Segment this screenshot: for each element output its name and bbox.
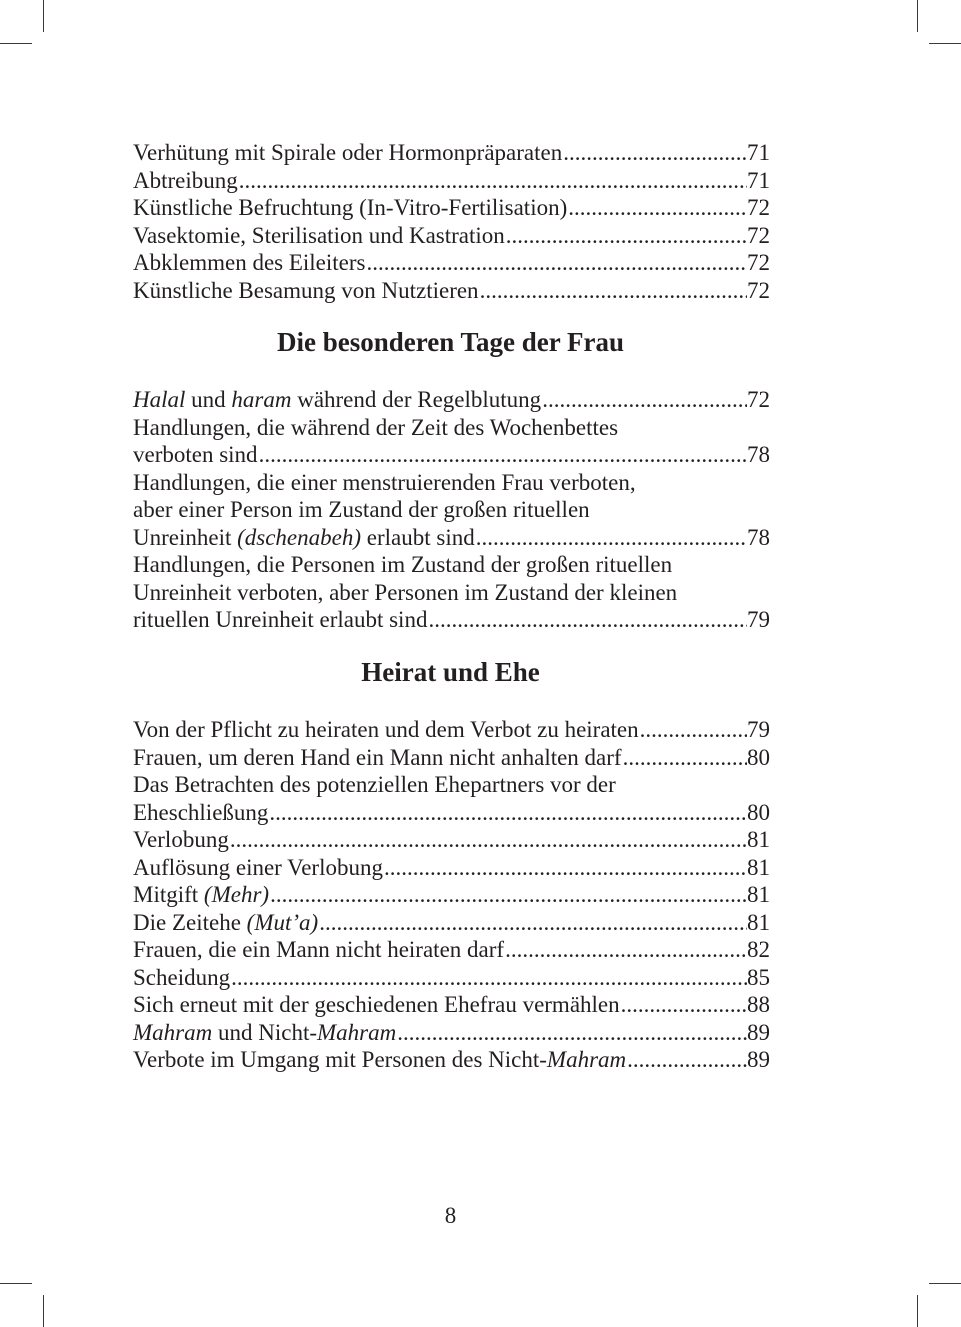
toc-entry-line bbox=[133, 744, 770, 772]
toc-entry-line bbox=[133, 194, 770, 222]
toc-entry bbox=[133, 964, 770, 992]
crop-mark bbox=[43, 0, 44, 32]
dot-leader bbox=[238, 167, 747, 195]
toc-entry-title bbox=[133, 139, 562, 167]
entry-text: Handlungen, die während der Zeit des Wochenbettes bbox=[133, 414, 619, 440]
toc-entry-title bbox=[133, 277, 479, 305]
entry-text: aber einer Person im Zustand der großen rituellen bbox=[133, 497, 590, 522]
toc-entry-line bbox=[133, 167, 770, 195]
toc-entry-title bbox=[133, 936, 504, 964]
toc-entry-line bbox=[133, 414, 770, 442]
toc-page-number: 81 bbox=[747, 909, 770, 935]
toc-entry bbox=[133, 909, 770, 937]
toc-entry-title bbox=[133, 1046, 626, 1074]
entry-text: Sich erneut mit der geschiedenen Ehefrau vermählen bbox=[133, 992, 620, 1017]
dot-leader bbox=[366, 249, 748, 277]
toc-entry-title bbox=[133, 881, 269, 909]
toc-page-number: 72 bbox=[747, 277, 770, 303]
dot-leader bbox=[269, 881, 747, 909]
toc-page-number: 89 bbox=[747, 1047, 770, 1072]
toc-entry bbox=[133, 744, 770, 772]
toc-entry-title bbox=[133, 249, 366, 277]
toc-page-number: 88 bbox=[747, 992, 770, 1017]
toc-entry bbox=[133, 771, 770, 826]
entry-text: verboten sind bbox=[133, 442, 258, 467]
entry-text-italic: (dschenabeh) bbox=[237, 524, 362, 550]
toc-entry-title bbox=[133, 909, 318, 937]
toc-page-number: 85 bbox=[747, 964, 770, 990]
toc-entry bbox=[133, 854, 770, 882]
toc-entry-line bbox=[133, 222, 770, 250]
toc-entry bbox=[133, 386, 770, 414]
toc-page-number: 72 bbox=[747, 387, 770, 412]
entry-text: Unreinheit verboten, aber Personen im Zustand der kleinen bbox=[133, 579, 678, 605]
toc-entry bbox=[133, 991, 770, 1019]
crop-mark bbox=[0, 43, 32, 44]
entry-text: während der Regelblutung bbox=[291, 387, 542, 412]
toc-page-number: 81 bbox=[747, 827, 770, 852]
crop-mark bbox=[917, 1295, 918, 1327]
toc-page-number: 72 bbox=[747, 195, 770, 220]
toc-entry-title bbox=[133, 222, 505, 250]
entry-text-italic: Mahram bbox=[133, 1019, 213, 1045]
entry-text: Mitgift bbox=[133, 882, 204, 907]
toc-entry bbox=[133, 222, 770, 250]
toc-entry-title bbox=[133, 826, 229, 854]
toc-page-number: 72 bbox=[747, 250, 770, 275]
toc-entry-line bbox=[133, 496, 770, 524]
toc-page-number: 78 bbox=[747, 442, 770, 467]
toc-entry-line bbox=[133, 826, 770, 854]
toc-entry bbox=[133, 826, 770, 854]
crop-mark bbox=[929, 43, 961, 44]
toc-entry-line bbox=[133, 1019, 770, 1047]
toc-entry bbox=[133, 1019, 770, 1047]
toc-page-number: 80 bbox=[747, 744, 770, 770]
toc-entry-line bbox=[133, 524, 770, 552]
dot-leader bbox=[567, 194, 747, 222]
toc-entry-line bbox=[133, 881, 770, 909]
toc-entry bbox=[133, 881, 770, 909]
toc-page-number: 71 bbox=[747, 140, 770, 165]
crop-mark bbox=[917, 0, 918, 32]
toc-entry bbox=[133, 139, 770, 167]
toc-entry-title bbox=[133, 799, 268, 827]
toc-entry-title bbox=[133, 964, 230, 992]
toc-entry bbox=[133, 277, 770, 305]
toc-entry-line bbox=[133, 909, 770, 937]
toc-entry-line bbox=[133, 277, 770, 305]
entry-text-italic: (Mut’a) bbox=[246, 909, 319, 935]
toc-entry bbox=[133, 249, 770, 277]
dot-leader bbox=[562, 139, 747, 167]
entry-text: Unreinheit bbox=[133, 524, 238, 550]
entry-text-italic: Mahram bbox=[317, 1019, 397, 1045]
entry-text: Frauen, die ein Mann nicht heiraten darf bbox=[133, 937, 505, 962]
entry-text: Abklemmen des Eileiters bbox=[133, 250, 366, 275]
toc-entry-line bbox=[133, 716, 770, 744]
dot-leader bbox=[639, 716, 747, 744]
entry-text: erlaubt sind bbox=[361, 524, 475, 550]
toc-entry-line bbox=[133, 139, 770, 167]
toc-entry-line bbox=[133, 799, 770, 827]
dot-leader bbox=[620, 991, 747, 1019]
toc-page-number: 78 bbox=[747, 524, 770, 550]
toc-block-contraception bbox=[133, 139, 770, 304]
dot-leader bbox=[622, 744, 747, 772]
toc-page-number: 81 bbox=[747, 854, 770, 880]
entry-text-italic: Mahram bbox=[546, 1047, 627, 1072]
entry-text: Verbote im Umgang mit Personen des Nicht- bbox=[133, 1047, 547, 1072]
toc-entry-title bbox=[133, 744, 622, 772]
dot-leader bbox=[230, 964, 747, 992]
dot-leader bbox=[383, 854, 747, 882]
dot-leader bbox=[505, 222, 747, 250]
toc-entry-title bbox=[133, 167, 238, 195]
toc-entry-line bbox=[133, 771, 770, 799]
dot-leader bbox=[626, 1046, 747, 1074]
dot-leader bbox=[541, 386, 747, 414]
toc-entry-line bbox=[133, 1046, 770, 1074]
toc-page-number: 81 bbox=[747, 882, 770, 907]
crop-mark bbox=[0, 1283, 32, 1284]
entry-text: Frauen, um deren Hand ein Mann nicht anhalten darf bbox=[133, 744, 622, 770]
dot-leader bbox=[504, 936, 747, 964]
toc-entry-line bbox=[133, 551, 770, 579]
dot-leader bbox=[229, 826, 747, 854]
toc-entry-line bbox=[133, 386, 770, 414]
entry-text: Vasektomie, Sterilisation und Kastration bbox=[133, 222, 505, 248]
toc-page-number: 79 bbox=[747, 607, 770, 632]
toc-entry-line bbox=[133, 936, 770, 964]
toc-entry-line bbox=[133, 579, 770, 607]
entry-text: Abtreibung bbox=[133, 167, 238, 193]
entry-text: Das Betrachten des potenziellen Ehepartners vor der bbox=[133, 772, 616, 797]
dot-leader bbox=[258, 441, 747, 469]
entry-text: Scheidung bbox=[133, 964, 231, 990]
dot-leader bbox=[427, 606, 747, 634]
dot-leader bbox=[318, 909, 747, 937]
toc-entry bbox=[133, 414, 770, 469]
entry-text: Auflösung einer Verlobung bbox=[133, 854, 383, 880]
entry-text: und bbox=[185, 387, 232, 412]
toc-entry-title bbox=[133, 716, 639, 744]
toc-page-number: 80 bbox=[747, 799, 770, 825]
toc-entry-line bbox=[133, 991, 770, 1019]
entry-text: rituellen Unreinheit erlaubt sind bbox=[133, 607, 428, 632]
toc-entry-title bbox=[133, 194, 567, 222]
toc-entry-line bbox=[133, 469, 770, 497]
crop-mark bbox=[929, 1283, 961, 1284]
toc-page-number: 79 bbox=[747, 717, 770, 742]
toc-page-number: 72 bbox=[747, 222, 770, 248]
toc-entry bbox=[133, 194, 770, 222]
entry-text: Verhütung mit Spirale oder Hormonpräparaten bbox=[133, 140, 563, 165]
entry-text: Künstliche Besamung von Nutztieren bbox=[133, 277, 479, 303]
toc-entry bbox=[133, 716, 770, 744]
toc-entry bbox=[133, 1046, 770, 1074]
entry-text: Eheschließung bbox=[133, 799, 269, 825]
toc-entry bbox=[133, 551, 770, 634]
toc-page-number: 82 bbox=[747, 937, 770, 962]
toc-entry-line bbox=[133, 441, 770, 469]
dot-leader bbox=[268, 799, 747, 827]
toc-entry bbox=[133, 167, 770, 195]
dot-leader bbox=[475, 524, 747, 552]
toc-block-menstruation bbox=[133, 386, 770, 634]
toc-entry bbox=[133, 469, 770, 552]
entry-text-italic: (Mehr) bbox=[203, 882, 270, 907]
toc-page-number: 89 bbox=[747, 1019, 770, 1045]
toc-entry-line bbox=[133, 854, 770, 882]
crop-mark bbox=[43, 1295, 44, 1327]
section-heading: Heirat und Ehe bbox=[361, 657, 540, 687]
toc-entry-line bbox=[133, 249, 770, 277]
toc-entry-title bbox=[133, 524, 475, 552]
toc-entry-title bbox=[133, 386, 541, 414]
toc-entry-line bbox=[133, 606, 770, 634]
entry-text: Handlungen, die Personen im Zustand der großen rituellen bbox=[133, 552, 673, 577]
entry-text-italic: Halal bbox=[133, 387, 186, 412]
toc-block-marriage bbox=[133, 716, 770, 1074]
toc-entry bbox=[133, 936, 770, 964]
toc-entry-title bbox=[133, 854, 383, 882]
toc-entry-title bbox=[133, 441, 258, 469]
toc-entry-title bbox=[133, 1019, 396, 1047]
entry-text: Künstliche Befruchtung (In-Vitro-Fertilisation) bbox=[133, 195, 568, 220]
dot-leader bbox=[479, 277, 747, 305]
toc-entry-line bbox=[133, 964, 770, 992]
toc-entry-title bbox=[133, 991, 620, 1019]
entry-text-italic: haram bbox=[231, 387, 292, 412]
entry-text: Von der Pflicht zu heiraten und dem Verbot zu heiraten bbox=[133, 717, 639, 742]
section-heading: Die besonderen Tage der Frau bbox=[276, 327, 625, 357]
dot-leader bbox=[396, 1019, 747, 1047]
entry-text: und Nicht- bbox=[212, 1019, 317, 1045]
entry-text: Verlobung bbox=[133, 827, 229, 852]
toc-entry-title bbox=[133, 606, 427, 634]
page-number: 8 bbox=[444, 1203, 457, 1228]
entry-text: Die Zeitehe bbox=[133, 909, 247, 935]
entry-text: Handlungen, die einer menstruierenden Frau verboten, bbox=[133, 469, 636, 495]
toc-page-number: 71 bbox=[747, 167, 770, 193]
